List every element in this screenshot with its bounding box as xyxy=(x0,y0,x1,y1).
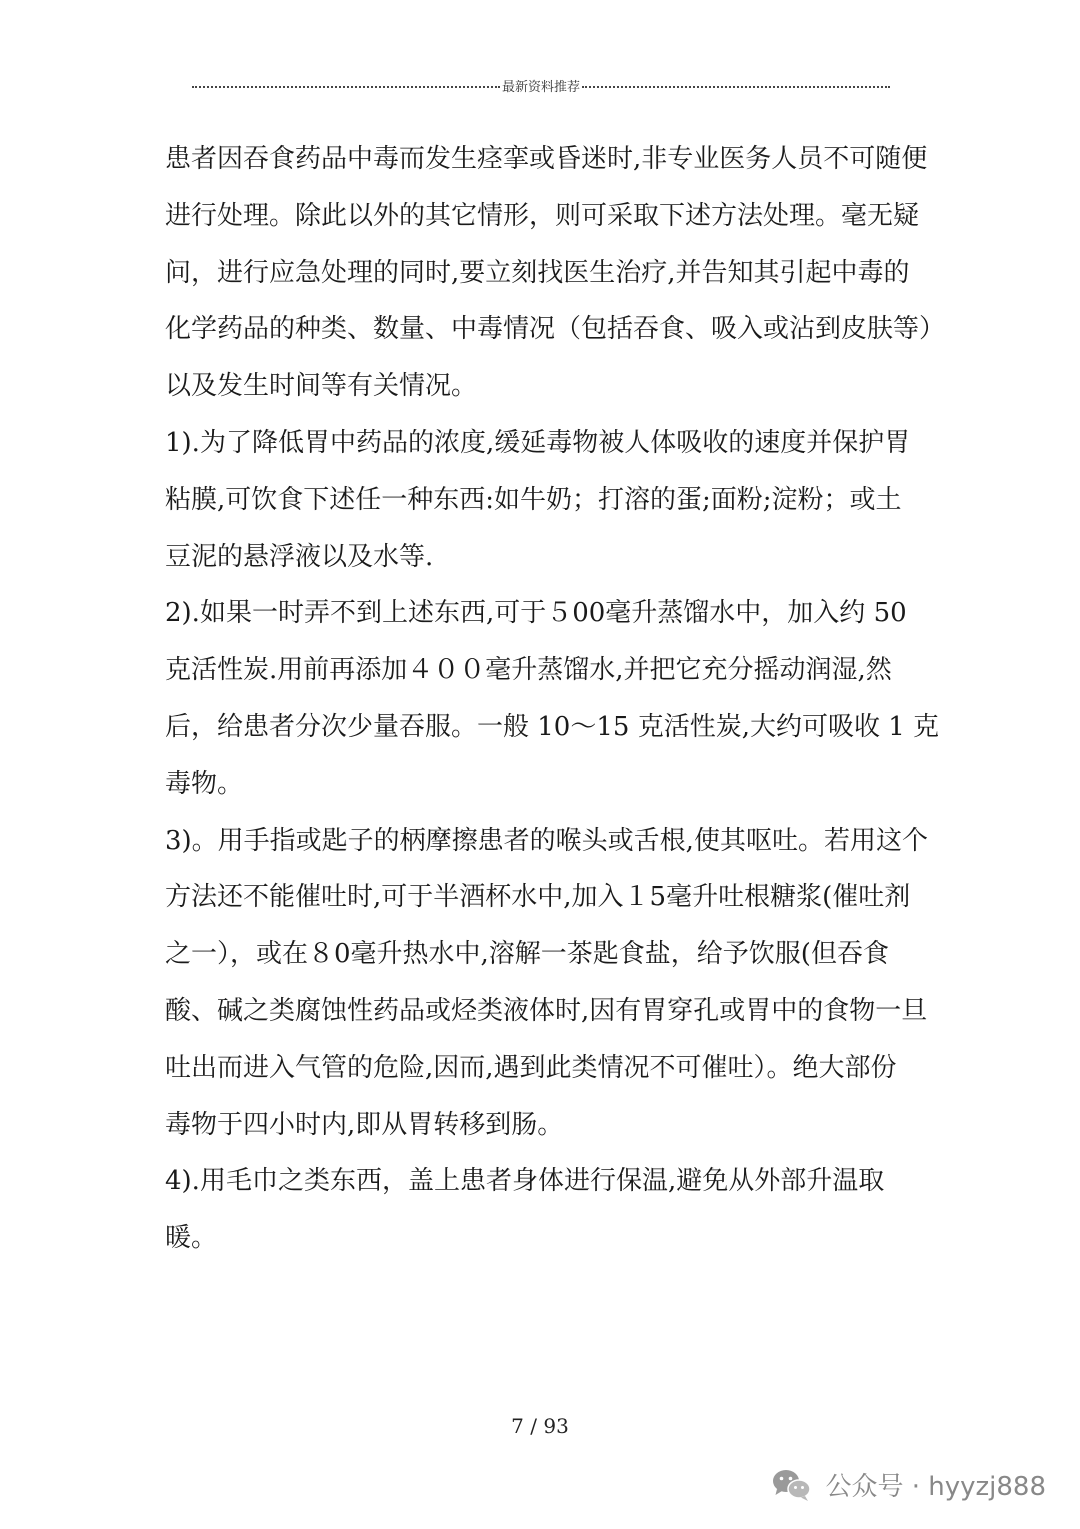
text-line: 患者因吞食药品中毒而发生痉挛或昏迷时,非专业医务人员不可随便 xyxy=(165,144,928,174)
paragraph-intro xyxy=(165,131,946,415)
text-line: 4).用毛巾之类东西，盖上患者身体进行保温,避免从外部升温取 xyxy=(165,1166,885,1197)
paragraph-item-4 xyxy=(165,1153,925,1267)
text-line: 问，进行应急处理的同时,要立刻找医生治疗,并告知其引起中毒的 xyxy=(165,257,910,288)
text-line: 吐出而进入气管的危险,因而,遇到此类情况不可催吐）。绝大部份 xyxy=(165,1052,897,1083)
paragraph-item-3 xyxy=(165,813,928,1154)
text-line: 后，给患者分次少量吞服。一般 10～15 克活性炭,大约可吸收 1 克 xyxy=(165,711,940,742)
text-line: 毒物于四小时内,即从胃转移到肠。 xyxy=(165,1109,564,1140)
wechat-icon xyxy=(771,1468,813,1502)
document-body xyxy=(165,131,946,1267)
text-line: 暖。 xyxy=(165,1223,218,1254)
text-line: 克活性炭.用前再添加４００毫升蒸馏水,并把它充分摇动润湿,然 xyxy=(165,655,892,686)
text-line: 粘膜,可饮食下述任一种东西:如牛奶；打溶的蛋;面粉;淀粉；或土 xyxy=(165,484,902,515)
text-line: 酸、碱之类腐蚀性药品或烃类液体时,因有胃穿孔或胃中的食物一旦 xyxy=(165,995,928,1026)
text-line: 以及发生时间等有关情况。 xyxy=(165,371,478,402)
text-line: 2).如果一时弄不到上述东西,可于５00毫升蒸馏水中，加入约 50 xyxy=(165,598,907,629)
text-line: 毒物。 xyxy=(165,768,244,799)
header-divider-right xyxy=(582,86,890,88)
paragraph-item-2 xyxy=(165,585,940,812)
text-line: 豆泥的悬浮液以及水等. xyxy=(165,541,434,572)
text-line: 进行处理。除此以外的其它情形，则可采取下述方法处理。毫无疑 xyxy=(165,200,920,231)
page-number: 7 / 93 xyxy=(511,1414,569,1438)
page-header xyxy=(192,76,890,95)
text-line: 化学药品的种类、数量、中毒情况（包括吞食、吸入或沾到皮肤等） xyxy=(165,314,946,345)
text-line: 之一），或在８0毫升热水中,溶解一茶匙食盐，给予饮服(但吞食 xyxy=(165,939,889,970)
header-divider-left xyxy=(192,86,500,88)
watermark xyxy=(771,1466,1046,1503)
paragraph-item-1 xyxy=(165,415,925,585)
watermark-text: 公众号 · hyyzj888 xyxy=(825,1472,1046,1502)
text-line: 方法还不能催吐时,可于半酒杯水中,加入１5毫升吐根糖浆(催吐剂 xyxy=(165,882,911,913)
header-title: 最新资料推荐 xyxy=(502,80,581,95)
text-line: 1).为了降低胃中药品的浓度,缓延毒物被人体吸收的速度并保护胃 xyxy=(165,427,911,458)
text-line: 3)。用手指或匙子的柄摩擦患者的喉头或舌根,使其呕吐。若用这个 xyxy=(165,825,928,856)
